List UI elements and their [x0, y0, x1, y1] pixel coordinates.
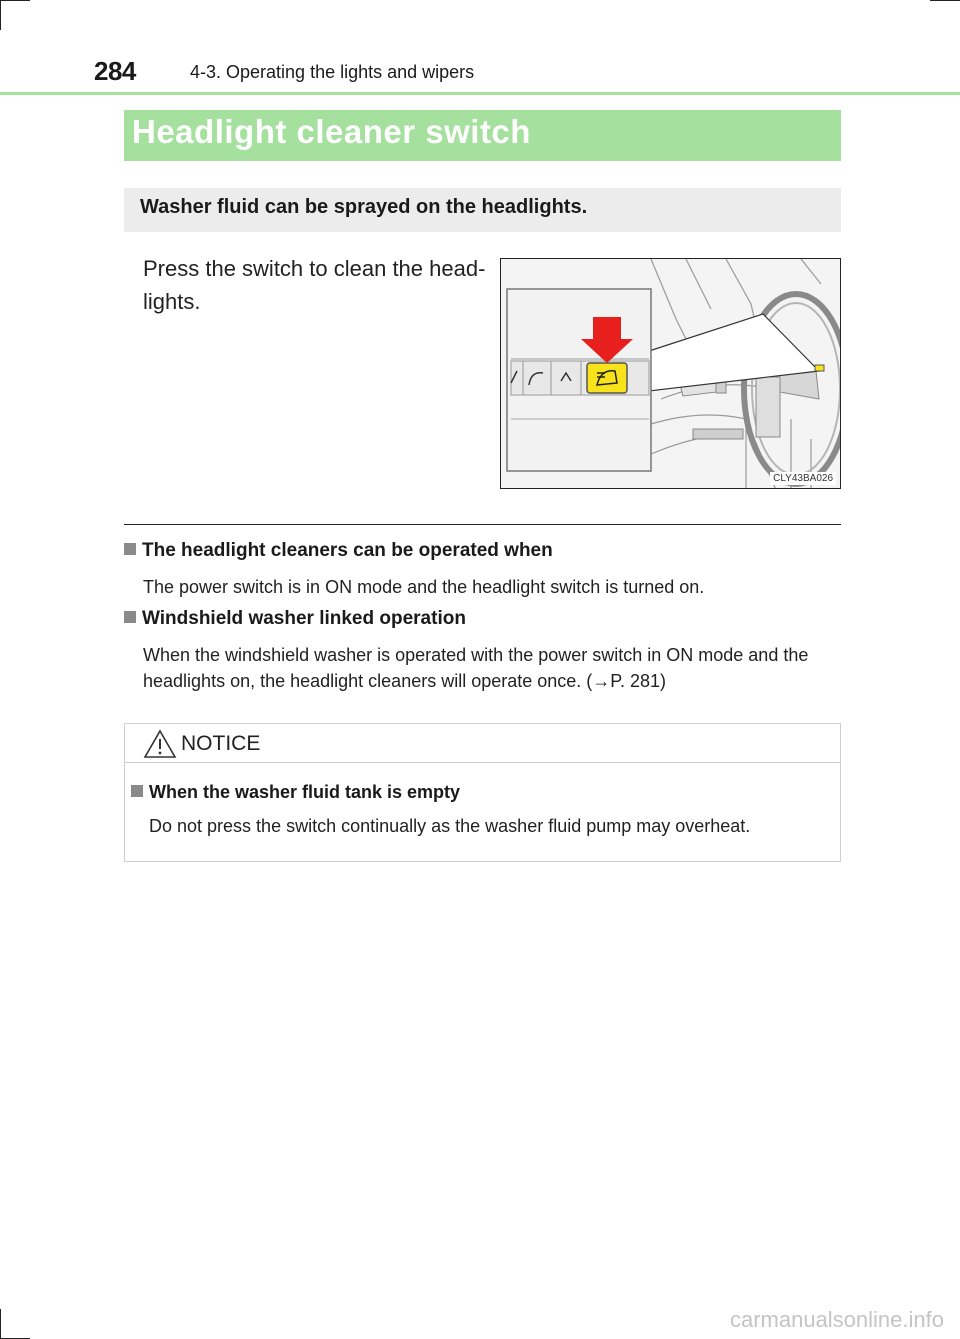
warning-icon	[143, 729, 177, 759]
instruction-text: Press the switch to clean the head-lights.	[143, 256, 486, 314]
notice-title: NOTICE	[181, 732, 261, 755]
crop-mark	[0, 0, 1, 30]
subtitle-bar	[124, 188, 841, 232]
section-reference: 4-3. Operating the lights and wipers	[190, 62, 475, 82]
note-heading: The headlight cleaners can be operated when	[124, 540, 553, 562]
crop-mark	[930, 0, 960, 1]
crop-mark	[0, 1309, 1, 1339]
page-number: 284	[94, 56, 136, 86]
notice-item-body: Do not press the switch continually as the washer fluid pump may overheat.	[149, 816, 751, 836]
bullet-square-icon	[124, 543, 136, 555]
header-rule	[0, 92, 960, 95]
illustration-drawing	[501, 259, 841, 489]
bullet-square-icon	[124, 611, 136, 623]
note-body: The power switch is in ON mode and the headlight switch is turned on.	[143, 577, 705, 597]
bullet-square-icon	[131, 785, 143, 797]
notice-header	[125, 724, 840, 763]
notice-item-heading: When the washer fluid tank is empty	[131, 782, 460, 803]
section-divider	[124, 524, 841, 525]
subtitle: Washer fluid can be sprayed on the headlights.	[140, 196, 588, 218]
crop-mark	[0, 0, 30, 1]
watermark: carmanualsonline.info	[729, 1307, 944, 1332]
notice-box	[124, 723, 841, 862]
note-body: When the windshield washer is operated with the power switch in ON mode and the	[143, 645, 809, 665]
note-body: headlights on, the headlight cleaners will operate once. (→P. 281)	[143, 671, 667, 691]
title-bar	[124, 110, 841, 161]
note-heading: Windshield washer linked operation	[124, 608, 466, 630]
page-title: Headlight cleaner switch	[132, 113, 531, 150]
dashboard-illustration	[500, 258, 841, 489]
figure-code: CLY43BA026	[770, 472, 836, 485]
